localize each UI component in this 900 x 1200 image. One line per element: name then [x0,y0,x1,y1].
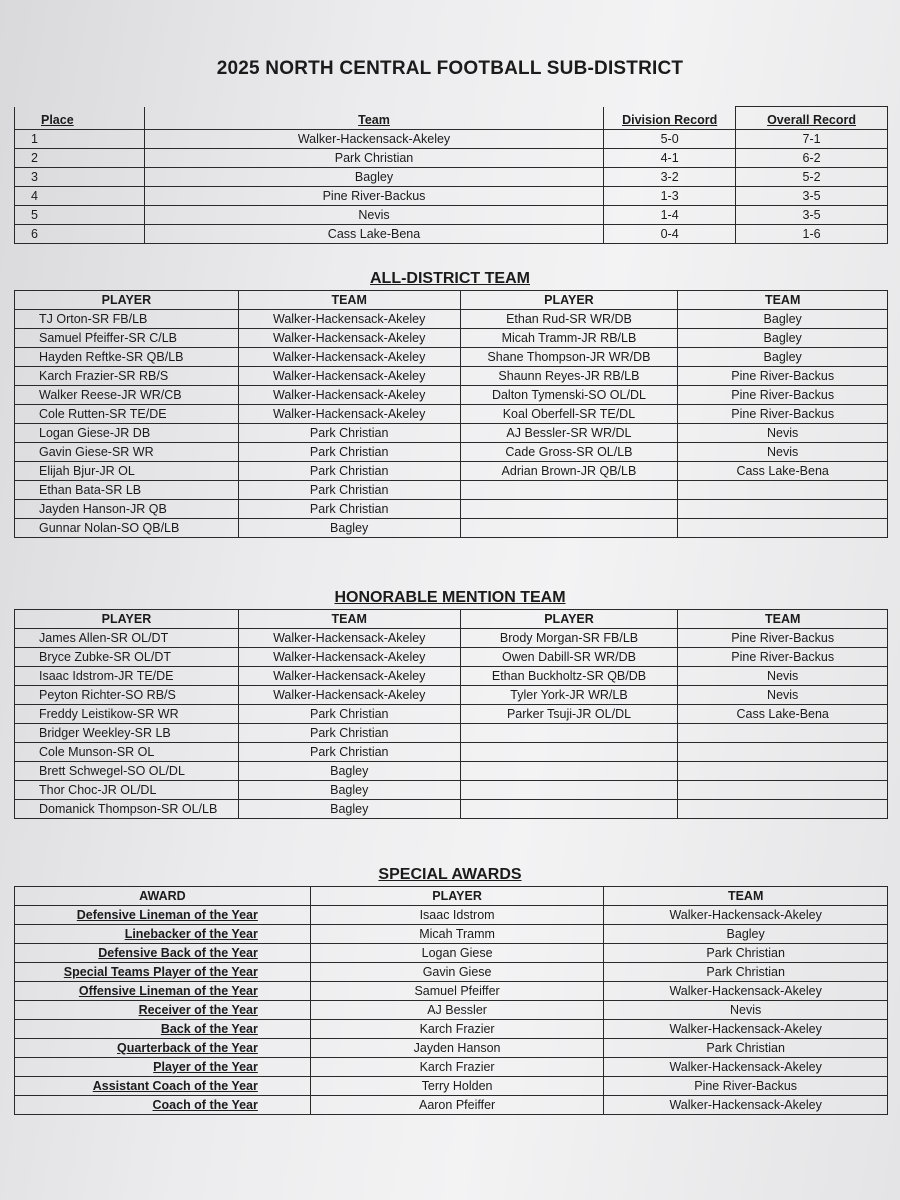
table-row [15,405,888,424]
player-cell: Brody Morgan-SR FB/LB [460,629,678,648]
all-district-title: ALL-DISTRICT TEAM [370,270,530,287]
award-team-cell: Walker-Hackensack-Akeley [604,1058,888,1077]
overall-record-cell: 3-5 [736,187,888,206]
division-record-cell: 4-1 [604,149,736,168]
place-cell: 5 [15,206,145,225]
standings-row [15,187,888,206]
table-row [15,424,888,443]
player-cell: Tyler York-JR WR/LB [460,686,678,705]
player-header: PLAYER [460,610,678,629]
place-cell: 4 [15,187,145,206]
place-cell: 6 [15,225,145,244]
award-row [15,906,888,925]
team-cell: Walker-Hackensack-Akeley [238,686,460,705]
table-row [15,348,888,367]
division-record-cell: 1-3 [604,187,736,206]
award-row [15,982,888,1001]
award-name-cell: Quarterback of the Year [15,1039,311,1058]
team-cell: Bagley [678,329,888,348]
team-cell [678,724,888,743]
standings-row [15,149,888,168]
overall-record-cell: 7-1 [736,130,888,149]
honorable-mention-table [14,609,888,819]
award-team-cell: Bagley [604,925,888,944]
team-cell [678,800,888,819]
player-cell [460,743,678,762]
table-row [15,724,888,743]
award-row [15,1001,888,1020]
table-row [15,667,888,686]
team-cell: Nevis [678,424,888,443]
table-row [15,686,888,705]
table-row [15,762,888,781]
overall-record-header: Overall Record [736,107,888,130]
player-cell: Hayden Reftke-SR QB/LB [15,348,239,367]
table-row [15,781,888,800]
award-name-cell: Receiver of the Year [15,1001,311,1020]
award-name-cell: Back of the Year [15,1020,311,1039]
division-record-cell: 0-4 [604,225,736,244]
team-cell: Bagley [238,519,460,538]
player-cell: Bryce Zubke-SR OL/DT [15,648,239,667]
award-name-cell: Player of the Year [15,1058,311,1077]
award-name-cell: Defensive Back of the Year [15,944,311,963]
team-cell [678,762,888,781]
team-cell: Pine River-Backus [678,648,888,667]
honorable-header-row [15,610,888,629]
team-cell: Bagley [144,168,603,187]
division-record-cell: 3-2 [604,168,736,187]
award-team-cell: Park Christian [604,963,888,982]
team-cell [678,743,888,762]
award-row [15,963,888,982]
player-cell: Logan Giese-JR DB [15,424,239,443]
team-cell: Cass Lake-Bena [678,462,888,481]
team-header: TEAM [678,291,888,310]
player-cell: Gunnar Nolan-SO QB/LB [15,519,239,538]
award-row [15,1020,888,1039]
player-cell: AJ Bessler-SR WR/DL [460,424,678,443]
award-name-cell: Defensive Lineman of the Year [15,906,311,925]
place-cell: 3 [15,168,145,187]
award-team-cell: Park Christian [604,1039,888,1058]
award-team-cell: Park Christian [604,944,888,963]
standings-row [15,225,888,244]
player-cell: Thor Choc-JR OL/DL [15,781,239,800]
place-cell: 1 [15,130,145,149]
team-cell: Walker-Hackensack-Akeley [238,329,460,348]
team-cell: Walker-Hackensack-Akeley [238,667,460,686]
player-cell: Domanick Thompson-SR OL/LB [15,800,239,819]
table-row [15,462,888,481]
overall-record-cell: 3-5 [736,206,888,225]
player-cell: Walker Reese-JR WR/CB [15,386,239,405]
standings-row [15,168,888,187]
table-row [15,329,888,348]
team-cell: Pine River-Backus [678,405,888,424]
team-cell [678,481,888,500]
standings-row [15,130,888,149]
player-cell: Elijah Bjur-JR OL [15,462,239,481]
award-player-cell: Aaron Pfeiffer [310,1096,603,1115]
player-cell: Adrian Brown-JR QB/LB [460,462,678,481]
team-cell: Nevis [678,443,888,462]
award-row [15,1058,888,1077]
player-cell: Cole Rutten-SR TE/DE [15,405,239,424]
award-row [15,925,888,944]
player-cell: Dalton Tymenski-SO OL/DL [460,386,678,405]
team-cell: Bagley [238,762,460,781]
award-player-cell: Terry Holden [310,1077,603,1096]
award-team-cell: Nevis [604,1001,888,1020]
all-district-header-row [15,291,888,310]
team-cell: Park Christian [238,424,460,443]
overall-record-cell: 5-2 [736,168,888,187]
player-cell: Ethan Buckholtz-SR QB/DB [460,667,678,686]
award-player-cell: Jayden Hanson [310,1039,603,1058]
team-header: TEAM [678,610,888,629]
team-cell: Cass Lake-Bena [678,705,888,724]
division-record-header: Division Record [604,107,736,130]
team-cell: Bagley [238,781,460,800]
team-cell: Walker-Hackensack-Akeley [238,367,460,386]
player-cell: Peyton Richter-SO RB/S [15,686,239,705]
player-cell: James Allen-SR OL/DT [15,629,239,648]
table-row [15,443,888,462]
team-cell [678,519,888,538]
team-cell: Walker-Hackensack-Akeley [238,348,460,367]
player-header: PLAYER [460,291,678,310]
player-cell: Brett Schwegel-SO OL/DL [15,762,239,781]
table-row [15,310,888,329]
player-cell: Samuel Pfeiffer-SR C/LB [15,329,239,348]
team-cell: Cass Lake-Bena [144,225,603,244]
team-cell: Walker-Hackensack-Akeley [238,386,460,405]
team-cell: Bagley [678,310,888,329]
division-record-cell: 5-0 [604,130,736,149]
special-awards-table [14,886,888,1115]
special-awards-title: SPECIAL AWARDS [378,866,522,883]
player-cell: Ethan Bata-SR LB [15,481,239,500]
team-cell: Pine River-Backus [144,187,603,206]
standings-table [14,106,888,244]
table-row [15,500,888,519]
player-cell [460,481,678,500]
player-cell: Owen Dabill-SR WR/DB [460,648,678,667]
team-cell: Park Christian [238,443,460,462]
player-cell: Cade Gross-SR OL/LB [460,443,678,462]
player-cell [460,800,678,819]
player-cell: Shaunn Reyes-JR RB/LB [460,367,678,386]
award-player-cell: Samuel Pfeiffer [310,982,603,1001]
award-name-cell: Offensive Lineman of the Year [15,982,311,1001]
table-row [15,519,888,538]
team-cell: Walker-Hackensack-Akeley [238,648,460,667]
team-header: TEAM [604,887,888,906]
award-player-cell: Karch Frazier [310,1058,603,1077]
award-team-cell: Pine River-Backus [604,1077,888,1096]
honorable-mention-title: HONORABLE MENTION TEAM [334,589,566,606]
award-name-cell: Linebacker of the Year [15,925,311,944]
player-cell [460,724,678,743]
award-header: AWARD [15,887,311,906]
player-cell [460,519,678,538]
overall-record-cell: 1-6 [736,225,888,244]
team-header: TEAM [238,610,460,629]
table-row [15,743,888,762]
player-header: PLAYER [15,291,239,310]
player-cell: Shane Thompson-JR WR/DB [460,348,678,367]
player-cell: Gavin Giese-SR WR [15,443,239,462]
player-cell: Cole Munson-SR OL [15,743,239,762]
page-title: 2025 NORTH CENTRAL FOOTBALL SUB-DISTRICT [216,58,684,79]
standings-row [15,206,888,225]
award-team-cell: Walker-Hackensack-Akeley [604,982,888,1001]
team-cell: Pine River-Backus [678,367,888,386]
team-cell: Walker-Hackensack-Akeley [238,405,460,424]
player-header: PLAYER [15,610,239,629]
team-header: TEAM [238,291,460,310]
award-name-cell: Assistant Coach of the Year [15,1077,311,1096]
standings-header-row [15,107,888,130]
award-row [15,1096,888,1115]
player-cell [460,781,678,800]
award-player-cell: AJ Bessler [310,1001,603,1020]
award-team-cell: Walker-Hackensack-Akeley [604,906,888,925]
award-name-cell: Special Teams Player of the Year [15,963,311,982]
award-player-cell: Isaac Idstrom [310,906,603,925]
player-cell: Karch Frazier-SR RB/S [15,367,239,386]
team-cell: Nevis [144,206,603,225]
player-cell [460,500,678,519]
all-district-table [14,290,888,538]
team-cell: Walker-Hackensack-Akeley [144,130,603,149]
team-cell: Bagley [238,800,460,819]
team-cell: Park Christian [238,705,460,724]
award-player-cell: Logan Giese [310,944,603,963]
award-row [15,1039,888,1058]
player-cell [460,762,678,781]
table-row [15,629,888,648]
team-header: Team [144,107,603,130]
table-row [15,386,888,405]
award-team-cell: Walker-Hackensack-Akeley [604,1096,888,1115]
table-row [15,648,888,667]
award-player-cell: Karch Frazier [310,1020,603,1039]
overall-record-cell: 6-2 [736,149,888,168]
team-cell: Pine River-Backus [678,386,888,405]
place-header: Place [15,107,145,130]
player-cell: Micah Tramm-JR RB/LB [460,329,678,348]
player-cell: Bridger Weekley-SR LB [15,724,239,743]
award-row [15,1077,888,1096]
awards-header-row [15,887,888,906]
team-cell: Park Christian [238,500,460,519]
player-cell: Koal Oberfell-SR TE/DL [460,405,678,424]
team-cell [678,781,888,800]
award-team-cell: Walker-Hackensack-Akeley [604,1020,888,1039]
team-cell: Nevis [678,686,888,705]
team-cell: Pine River-Backus [678,629,888,648]
team-cell [678,500,888,519]
team-cell: Park Christian [144,149,603,168]
table-row [15,481,888,500]
team-cell: Park Christian [238,743,460,762]
award-name-cell: Coach of the Year [15,1096,311,1115]
table-row [15,800,888,819]
player-cell: Isaac Idstrom-JR TE/DE [15,667,239,686]
team-cell: Walker-Hackensack-Akeley [238,629,460,648]
player-cell: Ethan Rud-SR WR/DB [460,310,678,329]
place-cell: 2 [15,149,145,168]
team-cell: Bagley [678,348,888,367]
division-record-cell: 1-4 [604,206,736,225]
team-cell: Walker-Hackensack-Akeley [238,310,460,329]
player-cell: TJ Orton-SR FB/LB [15,310,239,329]
team-cell: Park Christian [238,481,460,500]
team-cell: Nevis [678,667,888,686]
table-row [15,705,888,724]
player-cell: Jayden Hanson-JR QB [15,500,239,519]
player-header: PLAYER [310,887,603,906]
award-player-cell: Micah Tramm [310,925,603,944]
team-cell: Park Christian [238,462,460,481]
award-row [15,944,888,963]
player-cell: Parker Tsuji-JR OL/DL [460,705,678,724]
table-row [15,367,888,386]
award-player-cell: Gavin Giese [310,963,603,982]
player-cell: Freddy Leistikow-SR WR [15,705,239,724]
team-cell: Park Christian [238,724,460,743]
